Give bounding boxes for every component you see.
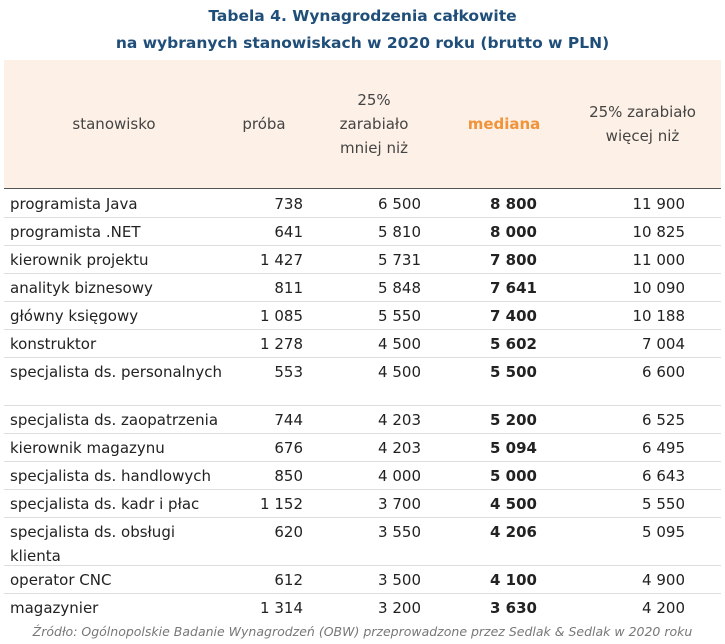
cell-median: 4 100: [490, 571, 537, 589]
cell-proba: 1 427: [260, 251, 303, 269]
cell-median: 7 800: [490, 251, 537, 269]
cell-median: 5 200: [490, 411, 537, 429]
cell-p25: 5 848: [378, 279, 421, 297]
cell-median: 8 800: [490, 195, 537, 213]
cell-p75: 6 525: [642, 411, 685, 429]
cell-p25: 4 500: [378, 335, 421, 353]
header-p25: 25% zarabiało mniej niż: [339, 91, 409, 157]
cell-proba: 620: [274, 523, 303, 541]
table-row: [4, 405, 721, 434]
table-title-line-2: na wybranych stanowiskach w 2020 roku (brutto w PLN): [115, 34, 610, 52]
table-row: [4, 593, 721, 621]
cell-median: 7 641: [490, 279, 537, 297]
table-row: [4, 517, 721, 566]
cell-stanowisko: programista .NET: [10, 223, 141, 241]
cell-p25: 3 700: [378, 495, 421, 513]
cell-p75: 11 900: [632, 195, 685, 213]
cell-p25: 3 200: [378, 599, 421, 617]
header-p75: 25% zarabiało więcej niż: [589, 103, 696, 145]
cell-median: 4 206: [490, 523, 537, 541]
cell-proba: 1 152: [260, 495, 303, 513]
cell-proba: 811: [274, 279, 303, 297]
cell-stanowisko: specjalista ds. personalnych: [10, 363, 222, 381]
cell-p75: 10 188: [632, 307, 685, 325]
cell-median: 5 602: [490, 335, 537, 353]
cell-p25: 5 550: [378, 307, 421, 325]
cell-p25: 6 500: [378, 195, 421, 213]
cell-stanowisko: magazynier: [10, 599, 99, 617]
cell-stanowisko: programista Java: [10, 195, 138, 213]
header-proba: próba: [242, 115, 286, 133]
cell-stanowisko: kierownik projektu: [10, 251, 149, 269]
cell-proba: 553: [274, 363, 303, 381]
cell-proba: 1 278: [260, 335, 303, 353]
cell-median: 7 400: [490, 307, 537, 325]
table-row: [4, 329, 721, 358]
cell-p75: 10 090: [632, 279, 685, 297]
cell-p75: 7 004: [642, 335, 685, 353]
cell-proba: 1 085: [260, 307, 303, 325]
header-mediana: mediana: [467, 115, 541, 133]
table-row: [4, 357, 721, 406]
table-header: [4, 60, 721, 189]
cell-median: 8 000: [490, 223, 537, 241]
cell-p25: 4 500: [378, 363, 421, 381]
cell-p75: 4 900: [642, 571, 685, 589]
cell-p25: 3 500: [378, 571, 421, 589]
table-row: [4, 489, 721, 518]
header-stanowisko: stanowisko: [72, 115, 156, 133]
cell-median: 4 500: [490, 495, 537, 513]
cell-p25: 3 550: [378, 523, 421, 541]
cell-p75: 5 095: [642, 523, 685, 541]
cell-median: 5 000: [490, 467, 537, 485]
cell-median: 5 500: [490, 363, 537, 381]
cell-stanowisko: kierownik magazynu: [10, 439, 165, 457]
table-row: [4, 565, 721, 594]
cell-p75: 6 495: [642, 439, 685, 457]
cell-stanowisko: główny księgowy: [10, 307, 139, 325]
cell-proba: 1 314: [260, 599, 303, 617]
cell-p25: 4 000: [378, 467, 421, 485]
cell-p25: 5 810: [378, 223, 421, 241]
cell-median: 5 094: [490, 439, 537, 457]
cell-stanowisko: specjalista ds. zaopatrzenia: [10, 411, 219, 429]
cell-stanowisko: specjalista ds. kadr i płac: [10, 495, 200, 513]
cell-stanowisko: specjalista ds. obsługi klienta: [10, 523, 176, 565]
table-row: [4, 433, 721, 462]
cell-p25: 5 731: [378, 251, 421, 269]
cell-p75: 6 600: [642, 363, 685, 381]
cell-proba: 850: [274, 467, 303, 485]
cell-stanowisko: konstruktor: [10, 335, 97, 353]
table-row: [4, 301, 721, 330]
table-row: [4, 217, 721, 246]
cell-stanowisko: analityk biznesowy: [10, 279, 153, 297]
cell-p25: 4 203: [378, 411, 421, 429]
cell-stanowisko: specjalista ds. handlowych: [10, 467, 212, 485]
cell-median: 3 630: [490, 599, 537, 617]
table-row: [4, 189, 721, 218]
cell-p75: 11 000: [632, 251, 685, 269]
cell-proba: 676: [274, 439, 303, 457]
cell-p75: 10 825: [632, 223, 685, 241]
table-row: [4, 273, 721, 302]
table-row: [4, 461, 721, 490]
table-title-line-1: Tabela 4. Wynagrodzenia całkowite: [208, 7, 517, 25]
cell-proba: 612: [274, 571, 303, 589]
cell-proba: 641: [274, 223, 303, 241]
cell-p75: 4 200: [642, 599, 685, 617]
cell-p75: 5 550: [642, 495, 685, 513]
table-row: [4, 245, 721, 274]
cell-proba: 738: [274, 195, 303, 213]
source-note: Źródło: Ogólnopolskie Badanie Wynagrodzeń (OBW) przeprowadzone przez Sedlak & Sedlak w 2020 roku: [32, 624, 693, 639]
cell-p25: 4 203: [378, 439, 421, 457]
cell-proba: 744: [274, 411, 303, 429]
cell-stanowisko: operator CNC: [10, 571, 112, 589]
cell-p75: 6 643: [642, 467, 685, 485]
